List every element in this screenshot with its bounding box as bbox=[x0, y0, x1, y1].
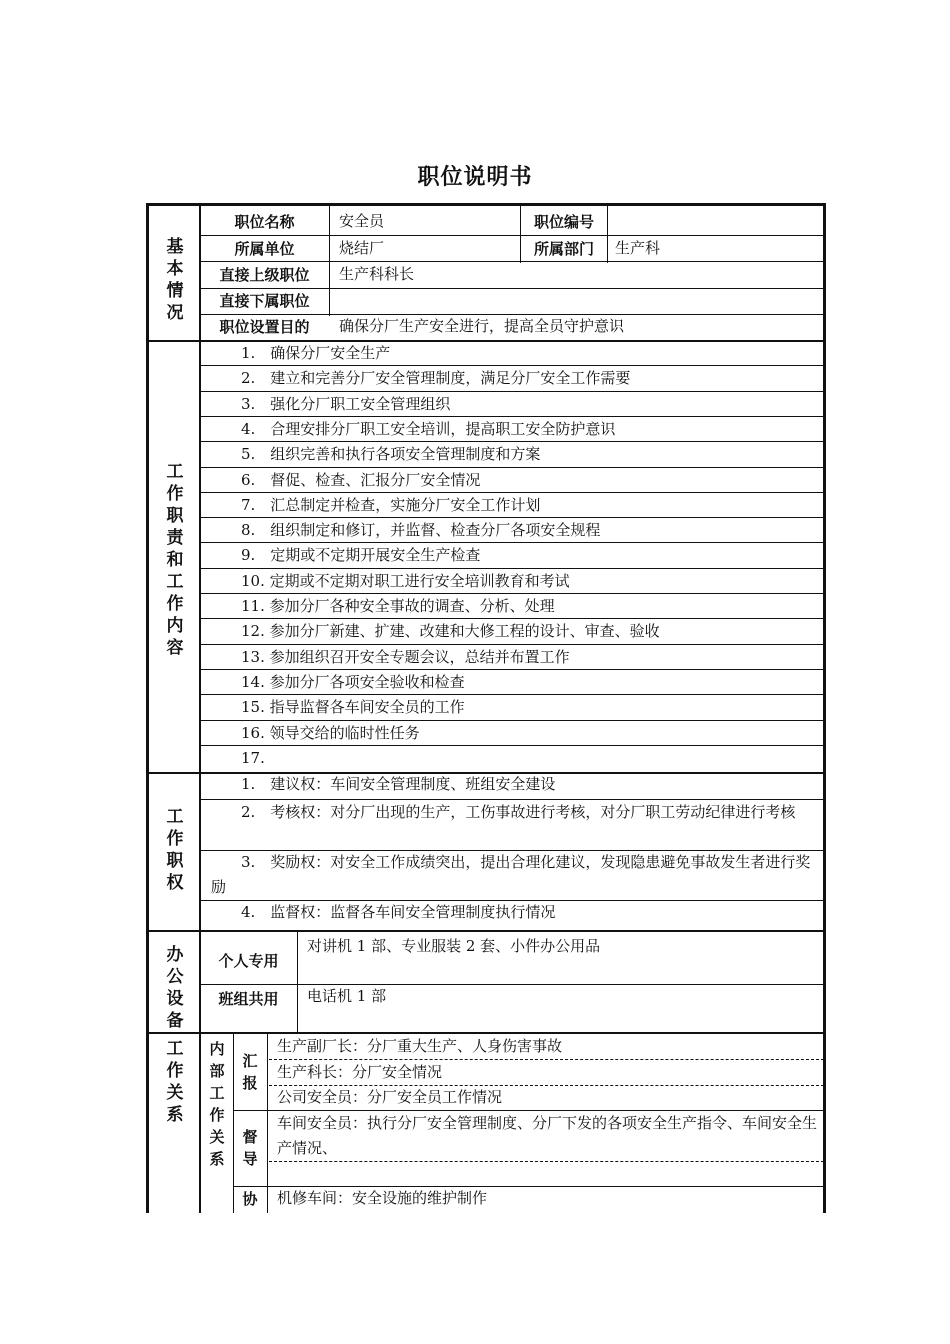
unit-label: 所属单位 bbox=[234, 240, 295, 258]
duty-item: 15. 指导监督各车间安全员的工作 bbox=[241, 698, 465, 717]
authority-item-2: 2. 考核权：对分厂出现的生产，工伤事故进行考核，对分厂职工劳动纪律进行考核 bbox=[241, 803, 796, 821]
page-title: 职位说明书 bbox=[417, 165, 533, 190]
duty-item: 3. 强化分厂职工安全管理组织 bbox=[241, 394, 451, 413]
team-use-value: 电话机 1 部 bbox=[307, 987, 387, 1005]
position-name-label: 职位名称 bbox=[234, 213, 295, 231]
supervise-label: 督导 bbox=[242, 1128, 258, 1168]
subordinate-label: 直接下属职位 bbox=[219, 292, 310, 310]
duty-item: 1. 确保分厂安全生产 bbox=[241, 344, 391, 362]
superior-label: 直接上级职位 bbox=[219, 266, 310, 284]
duty-item: 8. 组织制定和修订，并监督、检查分厂各项安全规程 bbox=[241, 521, 601, 540]
duty-item: 4. 合理安排分厂职工安全培训，提高职工安全防护意识 bbox=[241, 419, 616, 438]
duty-item: 12. 参加分厂新建、扩建、改建和大修工程的设计、审查、验收 bbox=[241, 622, 660, 641]
duty-item: 14. 参加分厂各项安全验收和检查 bbox=[241, 672, 465, 691]
report-item-1: 生产副厂长：分厂重大生产、人身伤害事故 bbox=[277, 1037, 563, 1055]
section-basic-label: 基本情况 bbox=[166, 237, 184, 323]
duty-item: 10. 定期或不定期对职工进行安全培训教育和考试 bbox=[241, 571, 570, 590]
supervise-item: 车间安全员：执行分厂安全管理制度、分厂下发的各项安全生产指令、车间安全生产情况、 bbox=[277, 1114, 818, 1157]
section-authority-label: 工作职权 bbox=[166, 807, 184, 893]
report-item-3: 公司安全员：分厂安全员工作情况 bbox=[277, 1088, 503, 1106]
superior-value: 生产科科长 bbox=[339, 265, 415, 283]
duty-item: 7. 汇总制定并检查，实施分厂安全工作计划 bbox=[241, 495, 541, 514]
duty-item: 9. 定期或不定期开展安全生产检查 bbox=[241, 546, 481, 565]
internal-relations-label: 内部工作关系 bbox=[209, 1040, 225, 1168]
duty-item: 17. bbox=[241, 748, 265, 767]
position-name-value: 安全员 bbox=[339, 212, 385, 230]
personal-use-label: 个人专用 bbox=[218, 952, 279, 970]
duty-item: 6. 督促、检查、汇报分厂安全情况 bbox=[241, 470, 481, 489]
authority-item-4: 4. 监督权：监督各车间安全管理制度执行情况 bbox=[241, 903, 556, 921]
purpose-label: 职位设置目的 bbox=[219, 318, 310, 336]
personal-use-value: 对讲机 1 部、专业服装 2 套、小件办公用品 bbox=[307, 937, 601, 955]
section-equipment-label: 办公设备 bbox=[166, 945, 184, 1031]
position-no-label: 职位编号 bbox=[533, 213, 594, 231]
duty-item: 2. 建立和完善分厂安全管理制度，满足分厂安全工作需要 bbox=[241, 369, 631, 388]
report-item-2: 生产科长：分厂安全情况 bbox=[277, 1063, 443, 1081]
duty-item: 13. 参加组织召开安全专题会议，总结并布置工作 bbox=[241, 647, 570, 666]
duty-item: 11. 参加分厂各种安全事故的调查、分析、处理 bbox=[241, 597, 555, 615]
section-duties-label: 工作职责和工作内容 bbox=[166, 462, 184, 658]
section-relations-label: 工作关系 bbox=[166, 1039, 184, 1125]
coop-label: 协 bbox=[242, 1190, 258, 1208]
authority-item-3: 3. 奖励权：对安全工作成绩突出，提出合理化建议，发现隐患避免事故发生者进行奖励 bbox=[211, 853, 811, 896]
duty-item: 16. 领导交给的临时性任务 bbox=[241, 723, 420, 742]
unit-value: 烧结厂 bbox=[339, 239, 385, 257]
job-description-table bbox=[146, 203, 826, 1213]
authority-item-1: 1. 建议权：车间安全管理制度、班组安全建设 bbox=[241, 775, 556, 793]
dept-label: 所属部门 bbox=[533, 240, 594, 258]
duty-item: 5. 组织完善和执行各项安全管理制度和方案 bbox=[241, 445, 541, 464]
purpose-value: 确保分厂生产安全进行，提高全员守护意识 bbox=[339, 317, 625, 335]
dept-value: 生产科 bbox=[615, 239, 661, 257]
team-use-label: 班组共用 bbox=[218, 990, 279, 1008]
report-label: 汇报 bbox=[242, 1052, 258, 1092]
coop-item: 机修车间：安全设施的维护制作 bbox=[277, 1189, 488, 1207]
